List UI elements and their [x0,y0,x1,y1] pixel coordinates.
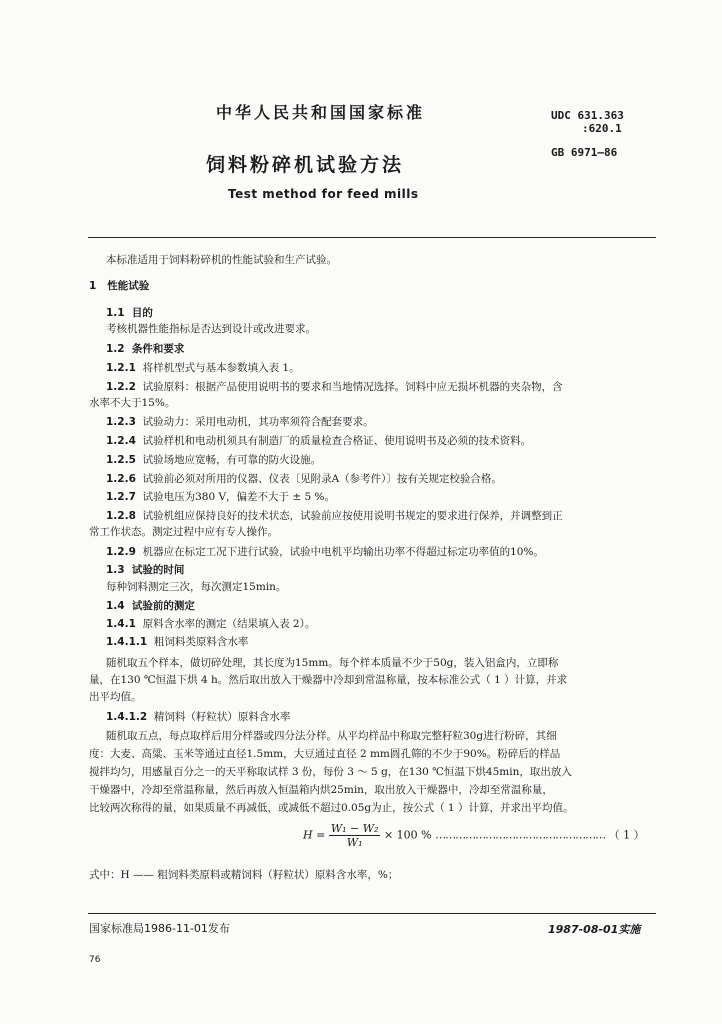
moisture-formula [303,822,645,849]
clause-text: 试验电压为380 V，偏差不大于 ± 5 %。 [142,491,336,503]
section-1-1-heading [106,306,153,320]
clause-1-2-9 [106,545,544,559]
issued-date: 国家标准局1986-11-01发布 [89,922,230,935]
page-number: 76 [89,955,101,965]
clause-1-2-1 [106,361,300,375]
section-title: 目的 [131,307,153,319]
clause-text: 试验前必须对所用的仪器、仪表〔见附录A（参考件）〕按有关规定校验合格。 [142,473,502,485]
formula-number: （ 1 ） [608,828,645,842]
clause-1-4-1-2-heading [106,710,290,724]
section-title: 试验前的测定 [131,600,195,612]
clause-text: 试验样机和电动机须具有制造厂的质量检查合格证、使用说明书及必须的技术资料。 [142,435,532,447]
clause-1-2-7 [106,490,335,504]
clause-number: 1.2.6 [106,473,136,485]
section-1-3-heading [106,563,184,577]
clause-number: 1.4.1 [106,618,136,630]
clause-1-2-8 [106,509,563,523]
clause-1-4-1-2-line5: 比较两次称得的量，如果质量不再减低，或减低不超过0.05g为止，按公式（ 1 ）计算，并求出平均值。 [89,802,574,814]
formula-leader-dots: …………………………………………… [435,828,606,842]
clause-1-2-2 [106,380,563,394]
section-number: 1.1 [106,307,125,319]
clause-title: 粗饲料类原料含水率 [153,636,249,648]
effective-date: 1987-08-01实施 [548,923,641,936]
clause-text: 试验场地应宽畅，有可靠的防火设施。 [142,454,322,466]
udc-code-line2: :620.1 [582,122,622,135]
section-number: 1.4 [106,600,125,612]
clause-1-4-1-2-line2: 度：大麦、高粱、玉米等通过直径1.5mm，大豆通过直径 2 mm圆孔筛的不少于90%。粉碎后的样品 [89,748,561,760]
formula-rhs: × 100 % [383,828,432,842]
formula-where-text: 式中：H —— 粗饲料类原料或精饲料（籽粒状）原料含水率，%； [89,869,399,881]
clause-1-4-1-1-line2: 量，在130 ℃恒温下烘 4 h。然后取出放入干燥器中冷却到常温称量，按本标准公式（ 1 ）计算，并求 [89,674,568,686]
gb-code: GB 6971—86 [551,146,618,159]
formula-denominator: W₁ [346,836,363,849]
clause-number: 1.2.9 [106,546,136,558]
clause-number: 1.2.5 [106,454,136,466]
section-number: 1.3 [106,564,125,576]
clause-title: 精饲料（籽粒状）原料含水率 [153,711,291,723]
formula-fraction [329,822,381,849]
clause-1-2-8-cont: 常工作状态。测定过程中应有专人操作。 [89,526,278,538]
header-rule [88,237,656,238]
clause-number: 1.4.1.2 [106,711,148,723]
clause-1-4-1-1-line3: 出平均值。 [89,691,142,703]
clause-text: 将样机型式与基本参数填入表 1。 [142,362,300,374]
clause-1-4-1-1-line1: 随机取五个样本，做切碎处理，其长度为15mm。每个样本质量不少于50g，装入铝盒内，立即称 [106,657,559,669]
clause-text: 机器应在标定工况下进行试验，试验中电机平均输出功率不得超过标定功率值的10%。 [142,546,544,558]
clause-text: 试验原料：根据产品使用说明书的要求和当地情况选择。饲料中应无损坏机器的夹杂物，含 [142,381,563,393]
standard-org-title: 中华人民共和国国家标准 [216,103,426,122]
clause-number: 1.2.4 [106,435,136,447]
section-title: 条件和要求 [131,343,185,355]
document-title-en: Test method for feed mills [228,187,419,201]
clause-1-2-2-cont: 水率不大于15%。 [89,397,176,409]
document-title: 饲料粉碎机试验方法 [206,154,405,176]
clause-text: 试验机组应保持良好的技术状态，试验前应按使用说明书规定的要求进行保养，并调整到正 [142,510,563,522]
clause-number: 1.2.7 [106,491,136,503]
clause-number: 1.2.3 [106,416,136,428]
clause-1-2-5 [106,453,321,467]
clause-number: 1.2.1 [106,362,136,374]
section-1-4-heading [106,599,195,613]
clause-1-4-1 [106,617,315,631]
clause-text: 原料含水率的测定（结果填入表 2）。 [142,618,316,630]
section-1-2-heading [106,342,184,356]
clause-1-2-4 [106,434,531,448]
formula-lhs: H = [303,828,326,842]
clause-1-4-1-2-line1: 随机取五点，每点取样后用分样器或四分法分样。从平均样品中称取完整籽粒30g进行粉碎，其细 [106,730,557,742]
clause-1-4-1-2-line3: 搅拌均匀，用感量百分之一的天平称取试样 3 份，每份 3 ～ 5 g，在130 ℃恒温下烘45min，取出放入 [89,766,572,778]
clause-text: 试验动力：采用电动机，其功率须符合配套要求。 [142,416,374,428]
section-1-1-text: 考核机器性能指标是否达到设计或改进要求。 [106,323,316,335]
clause-1-4-1-2-line4: 干燥器中，冷却至常温称量，然后再放入恒温箱内烘25min，取出放入干燥器中，冷却至常温称量， [89,784,553,796]
udc-code-line1: UDC 631.363 [551,109,624,122]
section-number: 1 [89,280,97,292]
section-1-heading [89,279,149,293]
section-1-3-text: 每种饲料测定三次，每次测定15min。 [106,581,287,593]
section-number: 1.2 [106,343,125,355]
footer-rule [88,913,656,914]
clause-1-2-6 [106,472,502,486]
clause-number: 1.2.8 [106,510,136,522]
clause-number: 1.2.2 [106,381,136,393]
section-title: 试验的时间 [131,564,185,576]
intro-text: 本标准适用于饲料粉碎机的性能试验和生产试验。 [106,254,337,266]
clause-number: 1.4.1.1 [106,636,148,648]
clause-1-2-3 [106,415,374,429]
section-title: 性能试验 [107,280,150,292]
clause-1-4-1-1-heading [106,635,248,649]
formula-numerator: W₁ − W₂ [330,822,379,835]
